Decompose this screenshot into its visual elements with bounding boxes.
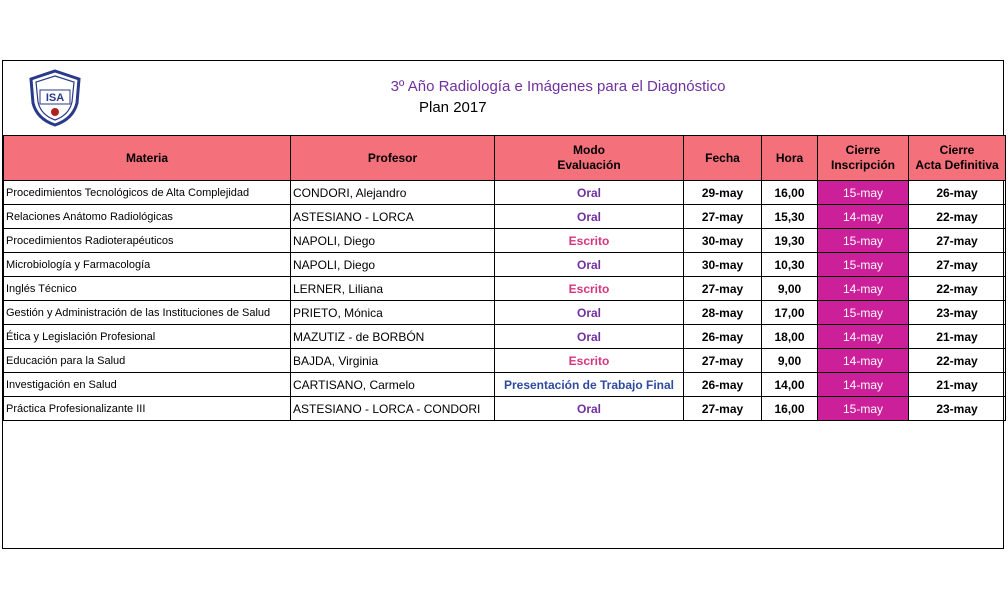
profesor-cell: LERNER, Liliana xyxy=(291,277,495,301)
fecha-cell: 27-may xyxy=(684,397,762,421)
modo-cell: Presentación de Trabajo Final xyxy=(495,373,684,397)
cierre-inscripcion-cell: 15-may xyxy=(818,253,909,277)
modo-cell: Oral xyxy=(495,301,684,325)
cierre-inscripcion-cell: 14-may xyxy=(818,325,909,349)
table-row xyxy=(4,373,1006,397)
profesor-cell: CARTISANO, Carmelo xyxy=(291,373,495,397)
table-row xyxy=(4,253,1006,277)
hora-cell: 19,30 xyxy=(762,229,818,253)
fecha-cell: 26-may xyxy=(684,325,762,349)
table-row xyxy=(4,301,1006,325)
cierre-acta-cell: 27-may xyxy=(909,253,1006,277)
hora-cell: 17,00 xyxy=(762,301,818,325)
table-row xyxy=(4,205,1006,229)
table-body xyxy=(4,181,1006,421)
col-header-cierre-acta: Cierre Acta Definitiva xyxy=(909,136,1006,181)
modo-cell: Oral xyxy=(495,325,684,349)
modo-cell: Oral xyxy=(495,181,684,205)
col-header-cierre-inscripcion: Cierre Inscripción xyxy=(818,136,909,181)
hora-cell: 16,00 xyxy=(762,397,818,421)
cierre-acta-cell: 22-may xyxy=(909,349,1006,373)
col-header-modo: Modo Evaluación xyxy=(495,136,684,181)
modo-cell: Escrito xyxy=(495,349,684,373)
table-row xyxy=(4,229,1006,253)
page-title: 3º Año Radiología e Imágenes para el Diagnóstico xyxy=(390,78,726,95)
fecha-cell: 30-may xyxy=(684,253,762,277)
cierre-acta-cell: 26-may xyxy=(909,181,1006,205)
cierre-inscripcion-cell: 14-may xyxy=(818,349,909,373)
cierre-acta-cell: 27-may xyxy=(909,229,1006,253)
materia-cell: Procedimientos Tecnológicos de Alta Complejidad xyxy=(4,181,291,205)
table-row xyxy=(4,325,1006,349)
table-row xyxy=(4,349,1006,373)
cierre-inscripcion-cell: 15-may xyxy=(818,397,909,421)
modo-cell: Oral xyxy=(495,397,684,421)
cierre-inscripcion-cell: 15-may xyxy=(818,181,909,205)
fecha-cell: 27-may xyxy=(684,205,762,229)
modo-cell: Oral xyxy=(495,205,684,229)
cierre-acta-cell: 23-may xyxy=(909,397,1006,421)
materia-cell: Gestión y Administración de las Instituciones de Salud xyxy=(4,301,291,325)
profesor-cell: NAPOLI, Diego xyxy=(291,253,495,277)
hora-cell: 16,00 xyxy=(762,181,818,205)
cierre-acta-cell: 23-may xyxy=(909,301,1006,325)
schedule-sheet xyxy=(2,60,1004,549)
cierre-inscripcion-cell: 14-may xyxy=(818,205,909,229)
table-row xyxy=(4,277,1006,301)
logo-text: ISA xyxy=(45,92,65,104)
hora-cell: 14,00 xyxy=(762,373,818,397)
fecha-cell: 29-may xyxy=(684,181,762,205)
materia-cell: Investigación en Salud xyxy=(4,373,291,397)
materia-cell: Práctica Profesionalizante III xyxy=(4,397,291,421)
cierre-inscripcion-cell: 15-may xyxy=(818,229,909,253)
fecha-cell: 27-may xyxy=(684,349,762,373)
cierre-acta-cell: 21-may xyxy=(909,325,1006,349)
modo-cell: Escrito xyxy=(495,277,684,301)
table-row xyxy=(4,397,1006,421)
modo-cell: Oral xyxy=(495,253,684,277)
fecha-cell: 28-may xyxy=(684,301,762,325)
hora-cell: 9,00 xyxy=(762,277,818,301)
materia-cell: Inglés Técnico xyxy=(4,277,291,301)
page-subtitle: Plan 2017 xyxy=(419,99,487,116)
fecha-cell: 30-may xyxy=(684,229,762,253)
profesor-cell: BAJDA, Virginia xyxy=(291,349,495,373)
col-header-materia: Materia xyxy=(4,136,291,181)
profesor-cell: CONDORI, Alejandro xyxy=(291,181,495,205)
hora-cell: 18,00 xyxy=(762,325,818,349)
fecha-cell: 26-may xyxy=(684,373,762,397)
col-header-profesor: Profesor xyxy=(291,136,495,181)
profesor-cell: ASTESIANO - LORCA - CONDORI xyxy=(291,397,495,421)
cierre-acta-cell: 22-may xyxy=(909,277,1006,301)
materia-cell: Procedimientos Radioterapéuticos xyxy=(4,229,291,253)
cierre-inscripcion-cell: 15-may xyxy=(818,301,909,325)
fecha-cell: 27-may xyxy=(684,277,762,301)
materia-cell: Ética y Legislación Profesional xyxy=(4,325,291,349)
col-header-fecha: Fecha xyxy=(684,136,762,181)
cierre-inscripcion-cell: 14-may xyxy=(818,373,909,397)
profesor-cell: NAPOLI, Diego xyxy=(291,229,495,253)
cierre-acta-cell: 21-may xyxy=(909,373,1006,397)
table-header-row xyxy=(4,136,1006,181)
profesor-cell: ASTESIANO - LORCA xyxy=(291,205,495,229)
materia-cell: Relaciones Anátomo Radiológicas xyxy=(4,205,291,229)
hora-cell: 15,30 xyxy=(762,205,818,229)
profesor-cell: PRIETO, Mónica xyxy=(291,301,495,325)
col-header-hora: Hora xyxy=(762,136,818,181)
modo-cell: Escrito xyxy=(495,229,684,253)
profesor-cell: MAZUTIZ - de BORBÓN xyxy=(291,325,495,349)
materia-cell: Educación para la Salud xyxy=(4,349,291,373)
cierre-acta-cell: 22-may xyxy=(909,205,1006,229)
exam-schedule-table xyxy=(3,135,1006,421)
sheet-header xyxy=(3,61,1003,135)
hora-cell: 10,30 xyxy=(762,253,818,277)
cierre-inscripcion-cell: 14-may xyxy=(818,277,909,301)
hora-cell: 9,00 xyxy=(762,349,818,373)
table-row xyxy=(4,181,1006,205)
materia-cell: Microbiología y Farmacología xyxy=(4,253,291,277)
